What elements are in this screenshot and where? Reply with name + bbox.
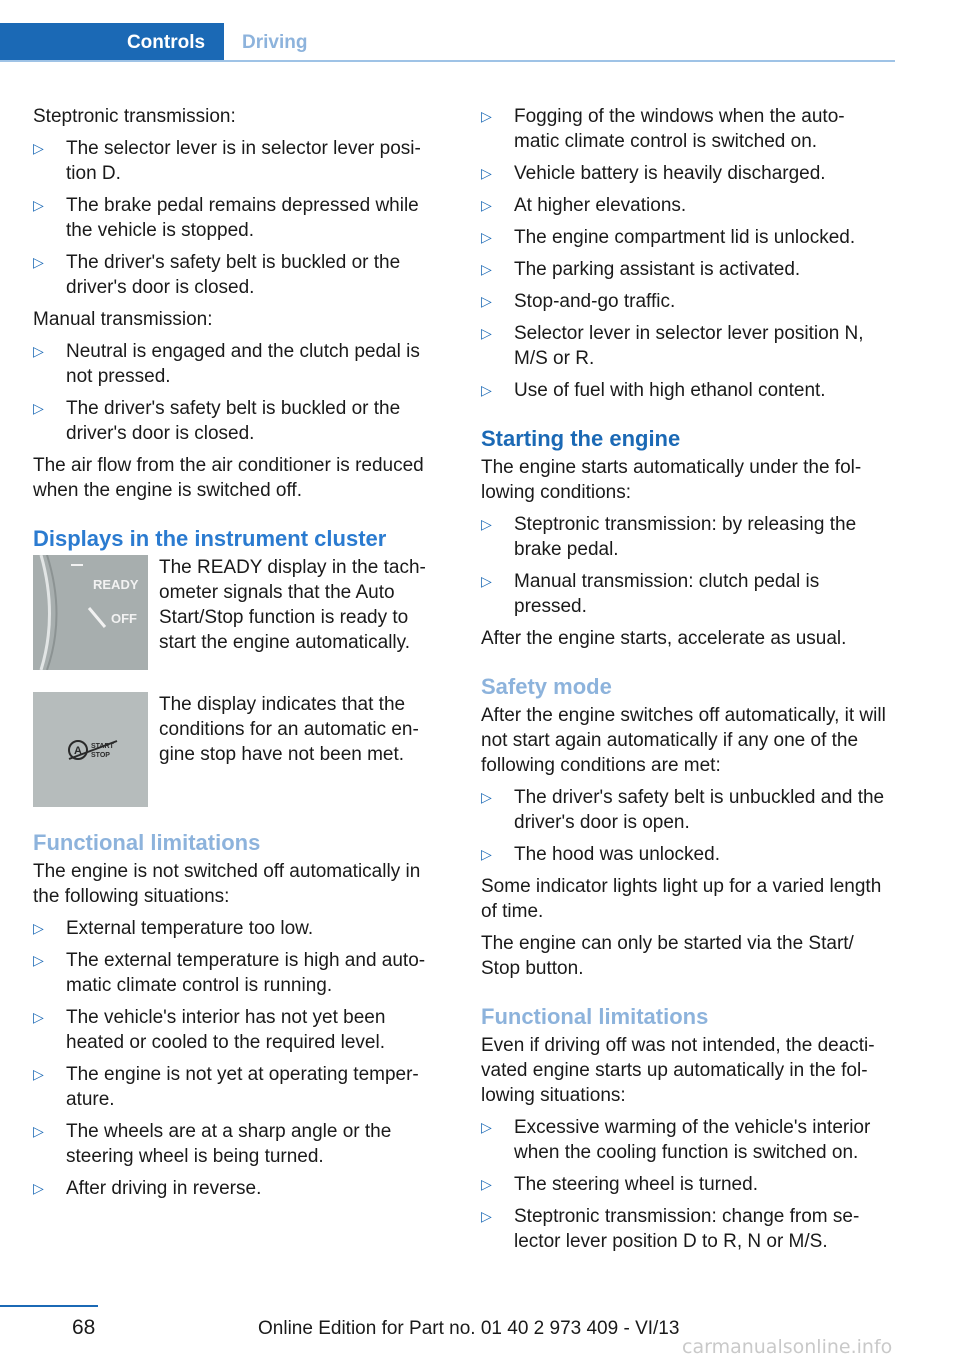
list-item: ▷ The vehicle's interior has not yet been heated or cooled to the required level. (33, 1007, 386, 1053)
functional-limitations-2-heading: Functional limitations (481, 1004, 709, 1029)
list-item: ▷ The engine is not yet at operating temper‐ ature. (33, 1064, 419, 1110)
safety-p1: Some indicator lights light up for a varied length of time. (481, 876, 882, 922)
header-divider (0, 60, 895, 62)
badge-stop-label: STOP (91, 752, 110, 759)
triangle-bullet-icon: ▷ (481, 789, 492, 805)
triangle-bullet-icon: ▷ (481, 261, 492, 277)
safety-list (481, 785, 895, 867)
list-item: ▷ Steptronic transmission: by releasing the brake pedal. (481, 514, 857, 560)
list-item: ▷ The driver's safety belt is buckled or the driver's door is closed. (33, 252, 401, 298)
list-item: ▷ The steering wheel is turned. (481, 1174, 758, 1195)
list-item: ▷ Vehicle battery is heavily discharged. (481, 163, 826, 184)
triangle-bullet-icon: ▷ (481, 325, 492, 341)
ready-display-text: The READY display in the tach‐ ometer signals that the Auto Start/Stop function is ready to start the engine automatically. (159, 557, 426, 653)
triangle-bullet-icon: ▷ (33, 400, 44, 416)
triangle-bullet-icon: ▷ (481, 1119, 492, 1135)
triangle-bullet-icon: ▷ (33, 1180, 44, 1196)
edition-footer: Online Edition for Part no. 01 40 2 973 409 - VI/13 (258, 1318, 680, 1339)
gauge-off-label: OFF (111, 611, 137, 626)
func2-intro: Even if driving off was not intended, the deacti‐ vated engine starts up automatically in the fol‐ lowing situations: (481, 1035, 875, 1106)
page-number-divider (0, 1305, 98, 1307)
triangle-bullet-icon: ▷ (33, 140, 44, 156)
func-intro: The engine is not switched off automatically in the following situations: (33, 861, 421, 907)
triangle-bullet-icon: ▷ (33, 254, 44, 270)
stop-display-text: The display indicates that the conditions for an automatic en‐ gine stop have not been met. (159, 694, 419, 765)
list-item: ▷ The parking assistant is activated. (481, 259, 801, 280)
list-item: ▷ The driver's safety belt is buckled or the driver's door is closed. (33, 398, 401, 444)
triangle-bullet-icon: ▷ (481, 573, 492, 589)
start-list (481, 512, 895, 619)
triangle-bullet-icon: ▷ (33, 1009, 44, 1025)
triangle-bullet-icon: ▷ (33, 952, 44, 968)
list-item: ▷ Selector lever in selector lever position N, M/S or R. (481, 323, 864, 369)
list-item: ▷ Neutral is engaged and the clutch pedal is not pressed. (33, 341, 420, 387)
safety-mode-heading: Safety mode (481, 674, 612, 699)
triangle-bullet-icon: ▷ (481, 108, 492, 124)
list-item: ▷ The wheels are at a sharp angle or the steering wheel is being turned. (33, 1121, 392, 1167)
steptronic-list (33, 136, 445, 300)
triangle-bullet-icon: ▷ (481, 382, 492, 398)
safety-p2: The engine can only be started via the Start/ Stop button. (481, 933, 854, 979)
page-number: 68 (72, 1316, 96, 1339)
watermark: carmanualsonline.info (682, 1336, 893, 1358)
triangle-bullet-icon: ▷ (481, 165, 492, 181)
triangle-bullet-icon: ▷ (481, 846, 492, 862)
list-item: ▷ Steptronic transmission: change from se‐ lector lever position D to R, N or M/S. (481, 1206, 860, 1252)
list-item: ▷ The selector lever is in selector lever posi‐ tion D. (33, 138, 421, 184)
displays-heading: Displays in the instrument cluster (33, 526, 387, 551)
starting-engine-heading: Starting the engine (481, 426, 681, 451)
triangle-bullet-icon: ▷ (33, 920, 44, 936)
right-column (481, 104, 895, 1261)
ready-gauge-icon (33, 555, 148, 670)
left-column (33, 104, 445, 1208)
tab-controls[interactable]: Controls (0, 23, 224, 62)
list-item: ▷ The engine compartment lid is unlocked. (481, 227, 856, 248)
auto-start-stop-icon (33, 692, 148, 807)
ready-display-row (33, 555, 445, 670)
svg-text:A: A (74, 745, 82, 757)
stop-display-row (33, 692, 445, 807)
triangle-bullet-icon: ▷ (33, 343, 44, 359)
gauge-ready-label: READY (93, 577, 139, 592)
tab-driving[interactable]: Driving (242, 31, 308, 53)
safety-intro: After the engine switches off automatically, it will not start again automatically if any one of the following conditions are met: (481, 705, 886, 776)
list-item: ▷ At higher elevations. (481, 195, 687, 216)
triangle-bullet-icon: ▷ (33, 197, 44, 213)
list-item: ▷ The hood was unlocked. (481, 844, 720, 865)
triangle-bullet-icon: ▷ (481, 197, 492, 213)
functional-limitations-heading: Functional limitations (33, 830, 261, 855)
airflow-text: The air flow from the air conditioner is reduced when the engine is switched off. (33, 455, 424, 501)
list-item: ▷ External temperature too low. (33, 918, 314, 939)
badge-start-label: START (91, 743, 114, 750)
triangle-bullet-icon: ▷ (481, 1176, 492, 1192)
start-intro: The engine starts automatically under the fol‐ lowing conditions: (481, 457, 862, 503)
triangle-bullet-icon: ▷ (33, 1066, 44, 1082)
triangle-bullet-icon: ▷ (481, 293, 492, 309)
list-item: ▷ Manual transmission: clutch pedal is pressed. (481, 571, 820, 617)
triangle-bullet-icon: ▷ (481, 1208, 492, 1224)
func-list-continued (481, 104, 895, 403)
manual-label: Manual transmission: (33, 309, 213, 330)
start-after: After the engine starts, accelerate as usual. (481, 628, 847, 649)
list-item: ▷ Fogging of the windows when the auto‐ matic climate control is switched on. (481, 106, 845, 152)
list-item: ▷ After driving in reverse. (33, 1178, 262, 1199)
triangle-bullet-icon: ▷ (481, 229, 492, 245)
list-item: ▷ Stop-and-go traffic. (481, 291, 676, 312)
page-header (0, 0, 895, 62)
triangle-bullet-icon: ▷ (481, 516, 492, 532)
func-list (33, 916, 445, 1201)
list-item: ▷ The brake pedal remains depressed while the vehicle is stopped. (33, 195, 419, 241)
list-item: ▷ Use of fuel with high ethanol content. (481, 380, 826, 401)
list-item: ▷ The driver's safety belt is unbuckled and the driver's door is open. (481, 787, 885, 833)
list-item: ▷ Excessive warming of the vehicle's interior when the cooling function is switched on. (481, 1117, 871, 1163)
func2-list (481, 1115, 895, 1254)
triangle-bullet-icon: ▷ (33, 1123, 44, 1139)
steptronic-label: Steptronic transmission: (33, 106, 236, 127)
list-item: ▷ The external temperature is high and auto‐ matic climate control is running. (33, 950, 426, 996)
manual-list (33, 339, 445, 446)
